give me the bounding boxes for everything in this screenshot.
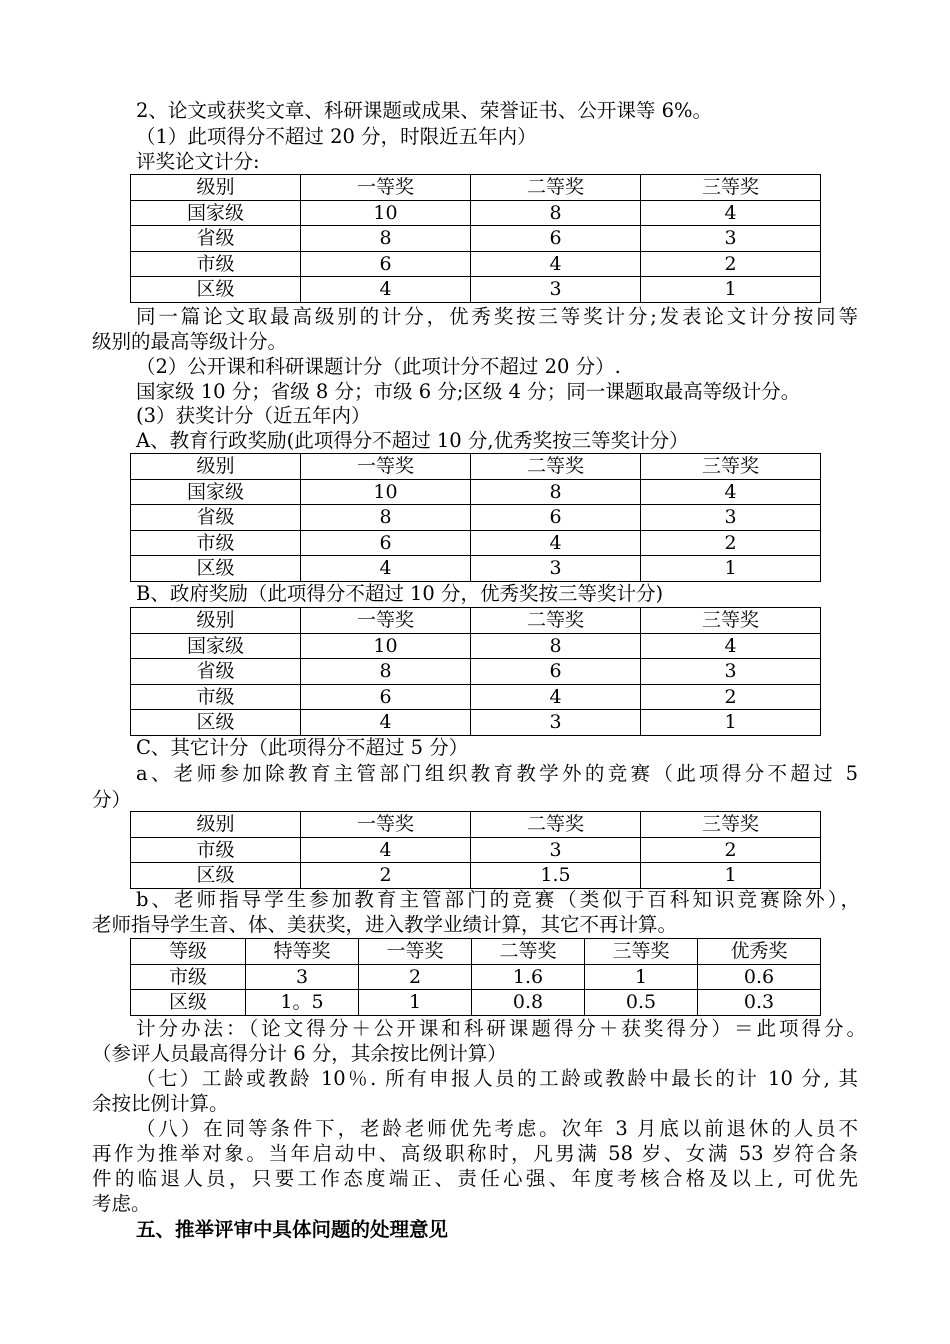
table-cell: 4: [641, 479, 821, 505]
table-cell: 国家级: [131, 479, 301, 505]
table-cell: 3: [471, 277, 641, 303]
header-cell: 一等奖: [301, 608, 471, 634]
table-row: [131, 659, 821, 685]
table-cell: 1.6: [472, 964, 585, 990]
table-cell: 1: [641, 277, 821, 303]
table-cell: 6: [301, 684, 471, 710]
table-row: [131, 226, 821, 252]
table-cell: 6: [471, 505, 641, 531]
table-cell: 1: [641, 863, 821, 889]
table-cell: 4: [301, 710, 471, 736]
table-cell: 1。5: [246, 990, 359, 1016]
paper-note-line-1: 同一篇论文取最高级别的计分，优秀奖按三等奖计分;发表论文计分按同等: [136, 305, 858, 328]
table-row: [131, 837, 821, 863]
table-cell: 区级: [131, 863, 301, 889]
header-cell: 二等奖: [471, 608, 641, 634]
table-cell: 0.8: [472, 990, 585, 1016]
header-cell: 三等奖: [641, 175, 821, 201]
table-cell: 8: [301, 226, 471, 252]
table-header-row: [131, 812, 821, 838]
table-cell: 8: [301, 659, 471, 685]
table-header-row: [131, 175, 821, 201]
table-cell: 3: [246, 964, 359, 990]
table-row: [131, 277, 821, 303]
table-cell: 区级: [131, 556, 301, 582]
table-row: [131, 964, 821, 990]
table-row: [131, 200, 821, 226]
paper-note-line-2: 级别的最高等级计分。: [92, 330, 288, 353]
government-award-table: [130, 607, 821, 736]
section-cb-line-2: 老师指导学生音、体、美获奖，进入教学业绩计算，其它不再计算。: [92, 913, 678, 936]
table-row: [131, 530, 821, 556]
seven-line-1: （七）工龄或教龄 10％. 所有申报人员的工龄或教龄中最长的计 10 分, 其: [136, 1067, 858, 1090]
header-cell: 一等奖: [359, 939, 472, 965]
table-cell: 8: [471, 200, 641, 226]
table-cell: 省级: [131, 505, 301, 531]
table-cell: 市级: [131, 530, 301, 556]
table-cell: 2: [641, 684, 821, 710]
eight-line-3: 件的临退人员，只要工作态度端正、责任心强、年度考核合格及以上, 可优先: [92, 1167, 858, 1190]
table-cell: 2: [641, 837, 821, 863]
section-b-title: B、政府奖励（此项得分不超过 10 分，优秀奖按三等奖计分): [136, 582, 664, 605]
table-cell: 1: [359, 990, 472, 1016]
table-cell: 0.3: [698, 990, 821, 1016]
table-cell: 6: [301, 530, 471, 556]
eight-line-4: 考虑。: [92, 1192, 151, 1215]
section-c-title: C、其它计分（此项得分不超过 5 分）: [136, 736, 469, 759]
table-row: [131, 505, 821, 531]
section-cb-line-1: b、老师指导学生参加教育主管部门的竞赛（类似于百科知识竞赛除外），: [136, 888, 860, 911]
header-cell: 级别: [131, 454, 301, 480]
table-cell: 0.5: [585, 990, 698, 1016]
table-cell: 4: [301, 837, 471, 863]
subsection-2-detail: 国家级 10 分；省级 8 分；市级 6 分;区级 4 分；同一课题取最高等级计分。: [136, 380, 801, 403]
table-row: [131, 556, 821, 582]
table-row: [131, 251, 821, 277]
table-cell: 市级: [131, 837, 301, 863]
paper-score-label: 评奖论文计分:: [136, 150, 260, 173]
table-row: [131, 684, 821, 710]
table-cell: 4: [471, 530, 641, 556]
table-cell: 市级: [131, 684, 301, 710]
table-row: [131, 633, 821, 659]
eight-line-1: （八）在同等条件下，老龄老师优先考虑。次年 3 月底以前退休的人员不: [136, 1117, 858, 1140]
table-row: [131, 990, 821, 1016]
header-cell: 优秀奖: [698, 939, 821, 965]
table-cell: 1.5: [471, 863, 641, 889]
header-cell: 一等奖: [301, 812, 471, 838]
header-cell: 二等奖: [472, 939, 585, 965]
student-competition-table: [130, 938, 821, 1016]
header-cell: 三等奖: [641, 608, 821, 634]
section-a-title: A、教育行政奖励(此项得分不超过 10 分,优秀奖按三等奖计分）: [136, 429, 689, 452]
header-cell: 三等奖: [641, 454, 821, 480]
method-line-1: 计分办法：（论文得分＋公开课和科研课题得分＋获奖得分）＝此项得分。: [136, 1017, 866, 1040]
table-cell: 市级: [131, 251, 301, 277]
table-cell: 市级: [131, 964, 246, 990]
table-cell: 3: [641, 659, 821, 685]
header-cell: 一等奖: [301, 454, 471, 480]
table-cell: 2: [301, 863, 471, 889]
header-cell: 二等奖: [471, 175, 641, 201]
subsection-3-title: (3）获奖计分（近五年内）: [136, 404, 371, 427]
table-cell: 4: [641, 200, 821, 226]
header-cell: 三等奖: [585, 939, 698, 965]
table-cell: 省级: [131, 659, 301, 685]
table-cell: 6: [301, 251, 471, 277]
table-cell: 国家级: [131, 633, 301, 659]
table-cell: 4: [301, 277, 471, 303]
table-cell: 3: [471, 556, 641, 582]
table-cell: 国家级: [131, 200, 301, 226]
section-ca-line-2: 分）: [92, 788, 132, 811]
header-cell: 等级: [131, 939, 246, 965]
table-cell: 10: [301, 633, 471, 659]
table-cell: 0.6: [698, 964, 821, 990]
subsection-1-title: （1）此项得分不超过 20 分，时限近五年内）: [136, 125, 537, 148]
header-cell: 级别: [131, 812, 301, 838]
table-cell: 区级: [131, 990, 246, 1016]
table-header-row: [131, 939, 821, 965]
table-cell: 10: [301, 479, 471, 505]
seven-line-2: 余按比例计算。: [92, 1092, 229, 1115]
table-cell: 省级: [131, 226, 301, 252]
table-cell: 2: [641, 530, 821, 556]
section-5-heading: 五、推举评审中具体问题的处理意见: [136, 1218, 449, 1241]
table-cell: 10: [301, 200, 471, 226]
method-line-2: （参评人员最高得分计 6 分，其余按比例计算）: [92, 1042, 507, 1065]
table-cell: 1: [585, 964, 698, 990]
section-ca-line-1: a、老师参加除教育主管部门组织教育教学外的竞赛（此项得分不超过 5: [136, 762, 858, 785]
table-cell: 8: [301, 505, 471, 531]
table-row: [131, 710, 821, 736]
subsection-2-title: （2）公开课和科研课题计分（此项计分不超过 20 分）.: [136, 355, 621, 378]
header-cell: 二等奖: [471, 812, 641, 838]
header-cell: 三等奖: [641, 812, 821, 838]
table-cell: 2: [359, 964, 472, 990]
table-cell: 2: [641, 251, 821, 277]
table-cell: 3: [471, 837, 641, 863]
table-cell: 3: [641, 505, 821, 531]
table-cell: 8: [471, 479, 641, 505]
table-cell: 3: [471, 710, 641, 736]
table-cell: 1: [641, 556, 821, 582]
competition-table: [130, 811, 821, 889]
table-cell: 4: [471, 684, 641, 710]
table-cell: 8: [471, 633, 641, 659]
table-header-row: [131, 454, 821, 480]
table-cell: 3: [641, 226, 821, 252]
header-cell: 级别: [131, 175, 301, 201]
header-cell: 特等奖: [246, 939, 359, 965]
table-row: [131, 479, 821, 505]
header-cell: 一等奖: [301, 175, 471, 201]
table-cell: 4: [301, 556, 471, 582]
table-cell: 6: [471, 226, 641, 252]
table-cell: 4: [641, 633, 821, 659]
eight-line-2: 再作为推举对象。当年启动中、高级职称时，凡男满 58 岁、女满 53 岁符合条: [92, 1142, 858, 1165]
table-cell: 区级: [131, 710, 301, 736]
header-cell: 级别: [131, 608, 301, 634]
header-cell: 二等奖: [471, 454, 641, 480]
table-header-row: [131, 608, 821, 634]
table-cell: 4: [471, 251, 641, 277]
table-cell: 6: [471, 659, 641, 685]
admin-award-table: [130, 453, 821, 582]
table-row: [131, 863, 821, 889]
table-cell: 1: [641, 710, 821, 736]
item-2-heading: 2、论文或获奖文章、科研课题或成果、荣誉证书、公开课等 6%。: [136, 99, 713, 122]
paper-score-table: [130, 174, 821, 303]
table-cell: 区级: [131, 277, 301, 303]
